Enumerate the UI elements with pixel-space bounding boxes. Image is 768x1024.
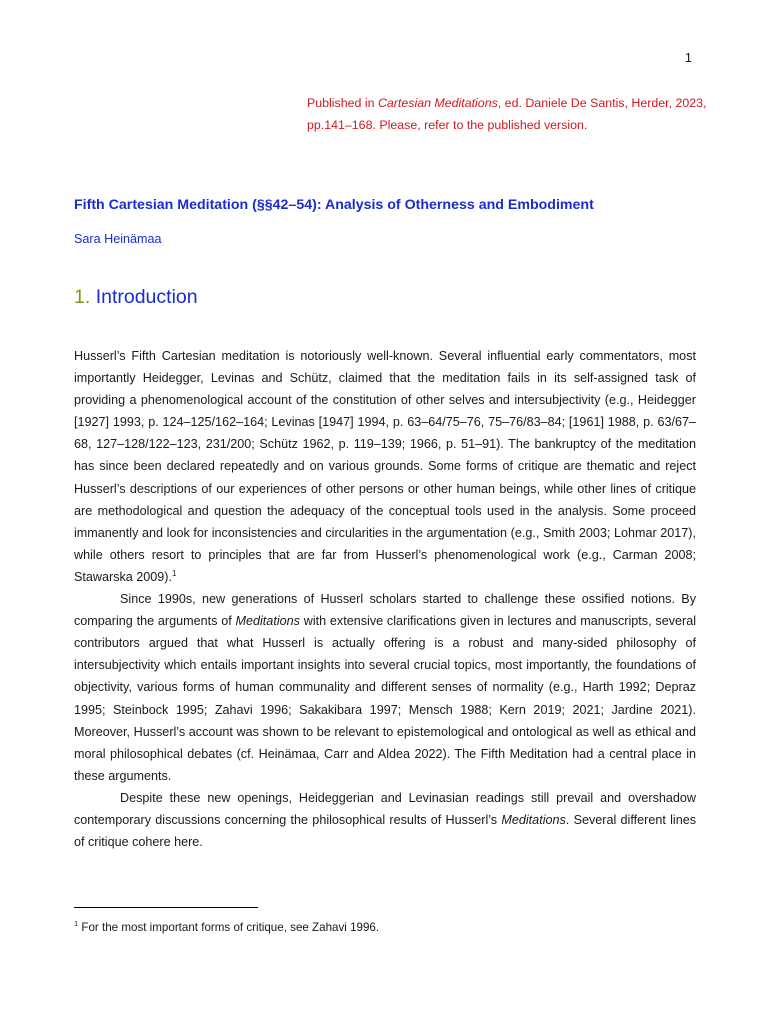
- publication-note-book-title: Cartesian Meditations: [377, 96, 498, 110]
- footnote-marker: 1: [74, 919, 79, 929]
- publication-note-prefix: Published in: [307, 96, 378, 110]
- article-title: Fifth Cartesian Meditation (§§42–54): Analysis of Otherness and Embodiment: [74, 197, 594, 213]
- paragraph-3-before: Despite these new openings, Heideggerian and Levinasian readings still prevail and overshadow contemporary discussions concerning the philosophical results of Husserl’s: [74, 790, 696, 827]
- footnote-ref[interactable]: 1: [172, 568, 177, 578]
- paragraph-1-text: Husserl’s Fifth Cartesian meditation is notoriously well-known. Several influential early commentators, most importantly Heidegger, Levinas and Schütz, claimed that the meditation fails in its self-assigned task of providing a phenomenological account of the constitution of other selves and intersubjectivity (e.g., Heidegger [1927] 1993, p. 124–125/162–164; Levinas [1947] 1994, p. 63–64/75–76, 75–76/83–84; [1961] 1988, p. 63/67–68, 127–128/122–123, 231/200; Schütz 1962, p. 119–139; 1966, p. 51–91). The bankruptcy of the meditation has since been declared repeatedly and on various grounds. Some forms of critique are thematic and reject Husserl’s descriptions of our experiences of other persons or other human beings, while other lines of critique are methodological and question the adequacy of the conceptual tools used in the analysis. Some proceed immanently and look for inconsistencies and circularities in the argumentation (e.g., Smith 2003; Lohmar 2017), while others resort to principles that are far from Husserl’s phenomenological work (e.g., Carman 2008; Stawarska 2009).: [74, 349, 696, 584]
- footnote: [74, 921, 379, 934]
- paragraph-2: [74, 588, 696, 787]
- body-text: [74, 345, 696, 853]
- author-name: Sara Heinämaa: [74, 232, 162, 246]
- section-number: 1.: [74, 286, 91, 308]
- paragraph-3-after: . Several different lines of critique cohere here.: [74, 812, 697, 850]
- paragraph-2-emphasis: Meditations: [235, 614, 300, 629]
- paragraph-3: [74, 787, 696, 853]
- publication-note-suffix: , ed. Daniele De Santis, Herder, 2023, pp.141–168. Please, refer to the published version.: [307, 96, 707, 132]
- publication-note: [307, 92, 707, 136]
- footnote-divider: [74, 907, 258, 908]
- paragraph-2-after: with extensive clarifications given in lectures and manuscripts, several contributors argued that what Husserl is actually offering is a robust and many-sided philosophy of intersubjectivity which entails important insights into several crucial topics, most importantly, the foundations of objectivity, various forms of human communality and different senses of normality (e.g., Harth 1992; Depraz 1995; Steinbock 1995; Zahavi 1996; Sakakibara 1997; Mensch 1988; Kern 2019; 2021; Jardine 2021). Moreover, Husserl’s account was shown to be relevant to epistemological and ontological as well as ethical and moral philosophical debates (cf. Heinämaa, Carr and Aldea 2022). The Fifth Meditation had a central place in these arguments.: [74, 614, 696, 783]
- footnote-text: For the most important forms of critique, see Zahavi 1996.: [78, 921, 380, 934]
- paragraph-2-before: Since 1990s, new generations of Husserl scholars started to challenge these ossified notions. By comparing the arguments of: [74, 592, 696, 629]
- paragraph-3-emphasis: Meditations: [501, 812, 566, 827]
- paragraph-1: [74, 345, 696, 588]
- section-title: Introduction: [95, 286, 198, 308]
- section-heading: [74, 286, 198, 309]
- page-number: 1: [684, 50, 692, 65]
